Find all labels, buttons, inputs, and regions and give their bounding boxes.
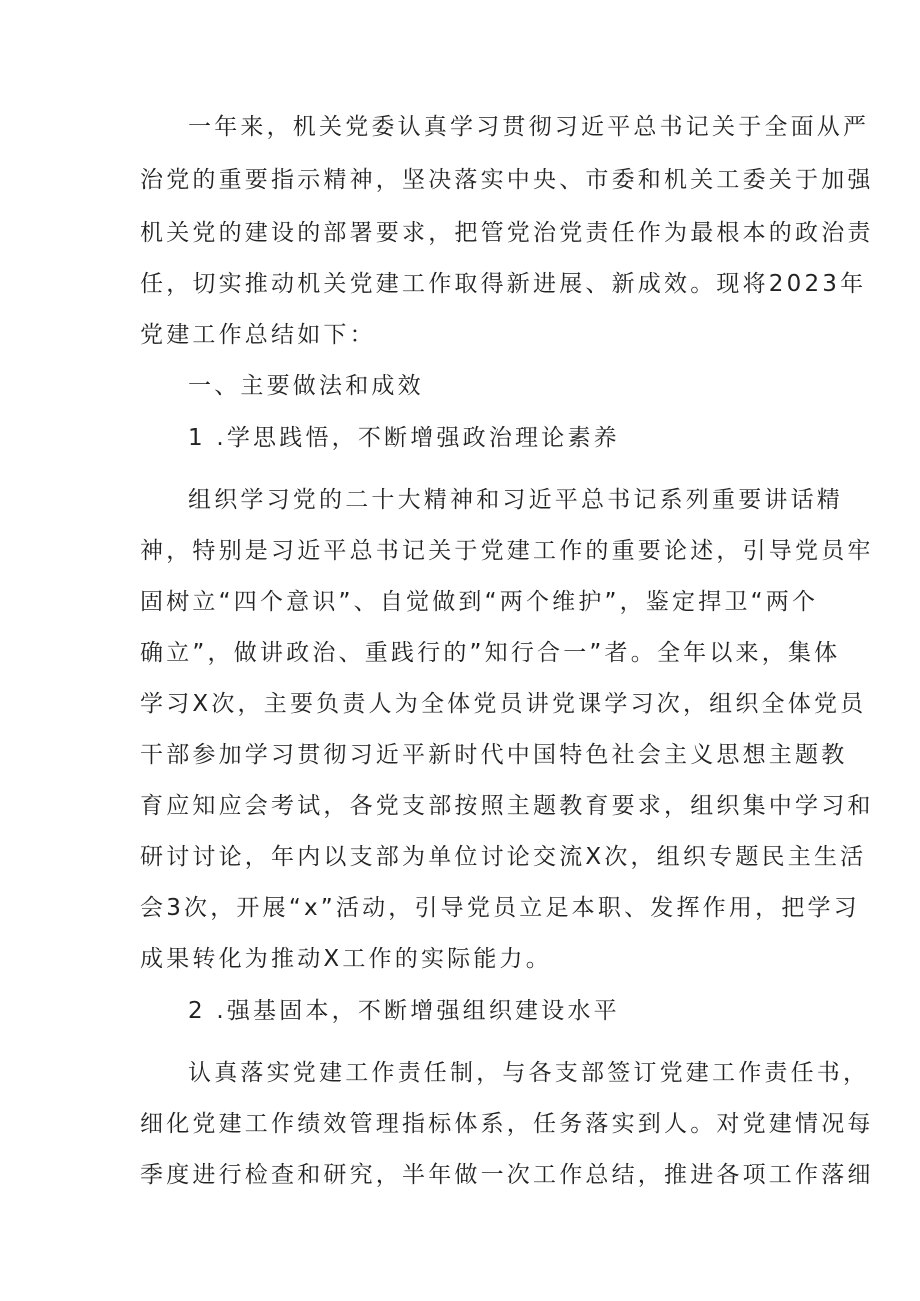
text-line: 神，特别是习近平总书记关于党建工作的重要论述，引导党员牢 [140,538,874,564]
text-line: 成果转化为推动X工作的实际能力。 [140,946,552,972]
text-line: 季度进行检查和研究，半年做一次工作总结，推进各项工作落细 [140,1162,874,1188]
text-line: 组织学习党的二十大精神和习近平总书记系列重要讲话精 [188,487,843,513]
text-line: 学习X次，主要负责人为全体党员讲党课学习次，组织全体党员 [140,691,867,717]
subsection-heading: 2 .强基固本，不断增强组织建设水平 [188,998,620,1024]
text-line: 固树立“四个意识”、自觉做到“两个维护”，鉴定捍卫“两个 [140,589,819,615]
text-line: 会3次，开展“x”活动，引导党员立足本职、发挥作用，把学习 [140,895,860,921]
text-line: 确立”，做讲政治、重践行的”知行合一”者。全年以来，集体 [140,640,841,666]
text-line: 干部参加学习贯彻习近平新时代中国特色社会主义思想主题教 [140,742,848,768]
subsection-heading: 1 .学思践悟，不断增强政治理论素养 [188,425,620,451]
text-line: 研讨讨论，年内以支部为单位讨论交流X次，组织专题民主生活 [140,844,867,870]
text-line: 育应知应会考试，各党支部按照主题教育要求，组织集中学习和 [140,793,874,819]
text-line: 任，切实推动机关党建工作取得新进展、新成效。现将2023年 [140,271,867,297]
text-line: 细化党建工作绩效管理指标体系，任务落实到人。对党建情况每 [140,1111,874,1137]
text-line: 一年来，机关党委认真学习贯彻习近平总书记关于全面从严 [188,114,870,140]
text-line: 机关党的建设的部署要求，把管党治党责任作为最根本的政治责 [140,220,874,246]
text-line: 党建工作总结如下： [140,322,376,348]
section-heading: 一、主要做法和成效 [188,373,424,399]
text-line: 认真落实党建工作责任制，与各支部签订党建工作责任书， [188,1060,870,1086]
text-line: 治党的重要指示精神，坚决落实中央、市委和机关工委关于加强 [140,167,874,193]
